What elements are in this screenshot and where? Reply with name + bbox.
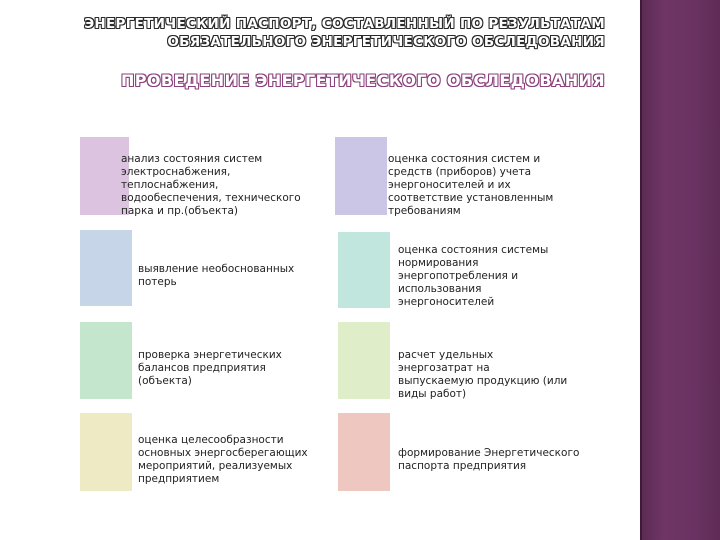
- page-title-line-2: ОБЯЗАТЕЛЬНОГО ЭНЕРГЕТИЧЕСКОГО ОБСЛЕДОВАНИЯ: [167, 34, 605, 50]
- section-subtitle: ПРОВЕДЕНИЕ ЭНЕРГЕТИЧЕСКОГО ОБСЛЕДОВАНИЯ: [120, 71, 605, 90]
- right-item-3-text: расчет удельных энергозатрат на выпускаемую продукцию (или виды работ): [398, 349, 568, 400]
- left-item-4-text: оценка целесообразности основных энергосберегающих мероприятий, реализуемых предприятием: [138, 434, 308, 485]
- right-item-2-text: оценка состояния системы нормирования энергопотребления и использования энергоносителей: [398, 244, 549, 308]
- left-item-2-text: выявление необоснованных потерь: [138, 263, 295, 288]
- page-title-line-1: ЭНЕРГЕТИЧЕСКИЙ ПАСПОРТ, СОСТАВЛЕННЫЙ ПО РЕЗУЛЬТАТАМ: [84, 16, 605, 32]
- right-item-2-swatch: [338, 232, 390, 308]
- right-item-4-text: формирование Энергетического паспорта предприятия: [398, 447, 580, 472]
- decorative-side-band: [640, 0, 720, 540]
- right-item-1-text: оценка состояния систем и средств (приборов) учета энергоносителей и их соответствие установленным требованиям: [388, 153, 554, 217]
- left-item-1-text: анализ состояния систем электроснабжения, теплоснабжения, водообеспечения, технического парка и пр.(объекта): [121, 153, 301, 217]
- left-item-2-swatch: [80, 230, 132, 306]
- left-item-3-text: проверка энергетических балансов предприятия (объекта): [138, 349, 282, 387]
- left-item-4-swatch: [80, 413, 132, 491]
- right-item-4-swatch: [338, 413, 390, 491]
- left-item-3-swatch: [80, 322, 132, 399]
- right-item-1-swatch: [335, 137, 387, 215]
- right-item-3-swatch: [338, 322, 390, 399]
